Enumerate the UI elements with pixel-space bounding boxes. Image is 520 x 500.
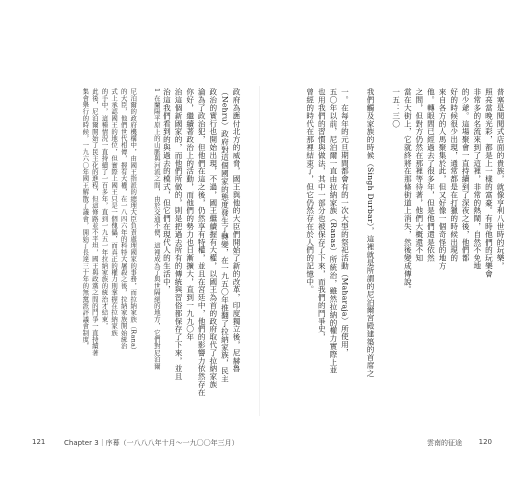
body-column: （Nehru）政府對這個國家的態度發生了轉變，在一九五〇年推翻了拉納家族，民主 <box>220 88 230 383</box>
footnote-column: 尼泊爾的政府機構中，由國王指派的總理大臣負責處理國家的事務，而拉納家族（Rana） <box>129 88 138 354</box>
body-column: 來自各方的人馬聚集於此，但又好像一個奇怪的地方 <box>438 88 448 270</box>
body-column: 政府為應付北方的威脅，國王與他的大臣們開始了新的改革，印度獨立後，尼赫魯 <box>232 88 241 373</box>
body-column: 他。轉眼間已經過去了很多年，但是他們還是依然 <box>426 88 436 262</box>
footnote-column: 的大臣，他們世代相傳，握有大權，在一八四六年的科特大屠殺之後，拉納家族開始統治 <box>119 88 128 350</box>
footnote-column: 式上承認國王的地位，但實際上國王只是一個傀儡，而真正的權力則掌握在拉納家族 <box>110 88 119 336</box>
body-column: 的少爺。這場聚會一直持續到了深夜之後，他們都 <box>461 88 471 262</box>
footnote-column: 1 在蘭陽平原上的山脈與河流之間，由於交通不便，這裡成為了與世隔絕的地方，它們對尼泊爾 <box>152 88 161 370</box>
body-column: 五〇年以前，尼泊爾一直由拉納家族（Ranas）所統治，雖然拉納的權力實際上並 <box>328 88 338 374</box>
body-column: 非常多的名流來到了這裡，非常的熱鬧，自然不免地 <box>472 88 482 270</box>
right-page <box>260 0 520 500</box>
body-column: 曾經的時代在那裡結束了，但它仍然存在於人們的記憶中。 <box>305 88 315 294</box>
body-column: 當在大街上，它就終將在那條街道上消失，然後變成傳說。 <box>403 88 413 294</box>
body-column: 照亮當晚光彩，都是上一樣的富豪。有時他們的玩樂會 <box>484 88 494 278</box>
body-column: 一。在每年的元旦期間都會有的一次大型的祭祀活動（Maharaja）所使用， <box>340 88 350 357</box>
body-column: 你好，繼續著政治上的活動，而他們的勢力也日漸擴大，直到一九九〇年 <box>185 88 195 341</box>
body-column: 治這我們看到的與過去的模式，但它們在現代人的生活中， <box>162 88 172 294</box>
body-column: 政治的實行也開始出現，不過，國王繼續握有大權，以國王為首的政府取代了拉納家族 <box>208 88 218 389</box>
running-head: 雲南的征途 <box>427 439 462 447</box>
right-page-body <box>280 88 506 408</box>
footnote-column: 集會舉行的時候，一九六〇年國王解散了議會，開始了長達三十年的無黨派評議會制度， <box>81 88 90 350</box>
footnote-column: 此後，尼泊爾開始了民主化的進程，但這條路並不平坦，國王與政黨之間的鬥爭一直持續著 <box>90 88 99 356</box>
running-head: Chapter 3｜序幕（一八八八年十月～一九〇〇年三月） <box>64 439 239 447</box>
body-column: 也用我們的習慣與做法，其中一部分也被保存了下來，而我們的鬥爭史， <box>317 88 327 341</box>
body-column: 我們觸及家族的時候（Singh Durbar），這裡就是所謂的尼泊爾宮殿建築的首席之 <box>366 88 376 378</box>
body-column: 普塞是閱閱式店面的貴族，就像亨利八世時的玩樂， <box>496 88 505 270</box>
page-number: 121 <box>32 438 46 446</box>
body-column: 好的時候很少出現，通常都是在打獵的時候出現的 <box>449 88 459 262</box>
section-date: 一五：三〇 <box>391 88 401 128</box>
body-column: 之間，但對方仍然在那裡等待著，他們大概還不知 <box>414 88 424 262</box>
body-column: 淪為了政治犯，但他們在這之後，仍然享有特權，並且在宮廷中，他們的影響力依然存在 <box>197 88 207 397</box>
left-page-body <box>16 88 242 408</box>
body-column: 治這個新國家的，而他們所做的，則是把過去所有的傳統與習俗都保存了下來，並且 <box>174 88 184 381</box>
footnote-column: 的手中，這種情況一直持續了一百多年，直到一九五一年拉納家族的統治才結束， <box>100 88 109 330</box>
page-number: 120 <box>478 438 492 446</box>
